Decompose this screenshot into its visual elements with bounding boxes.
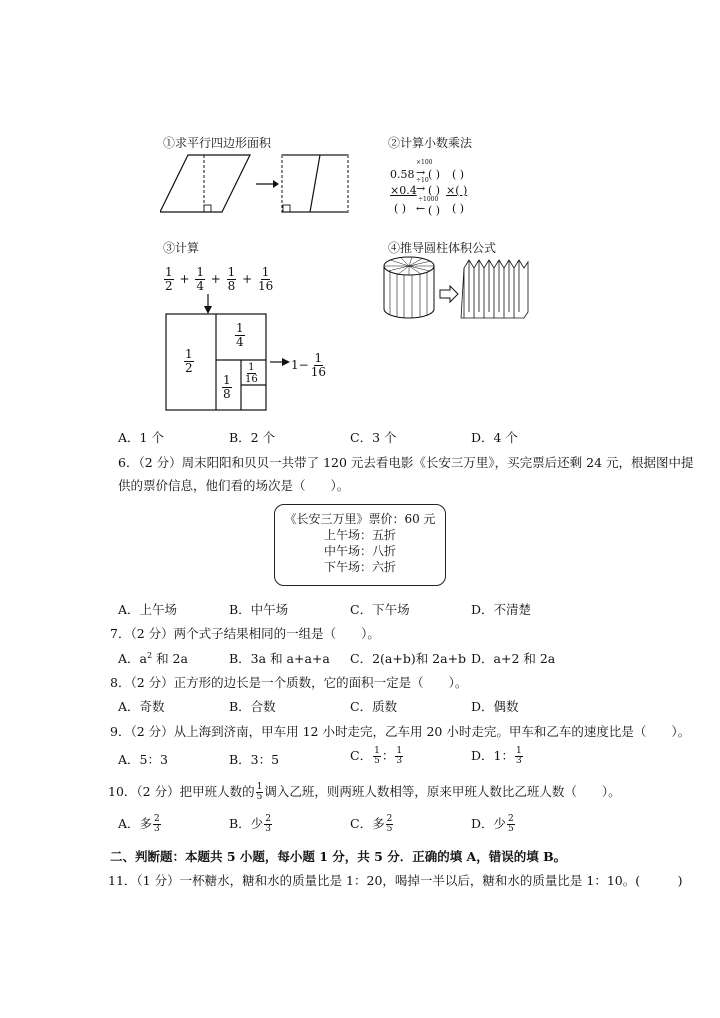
figure-1-label: ①求平行四边形面积 [163, 136, 272, 150]
fraction-sixteenth: $\frac{1}{16}$ [245, 362, 258, 385]
q10-text-pre: 10．（2 分）把甲班人数的 [108, 784, 255, 799]
q9-option-c-colon: ： [381, 748, 395, 763]
q9-option-d[interactable]: D．1： $\frac{1}{3}$ [471, 746, 522, 766]
q10-option-c-label: C．多 [350, 816, 385, 831]
ticket-morning: 上午场：五折 [323, 528, 396, 542]
one-minus-result: 1− $\frac{1}{16}$ [291, 351, 326, 379]
fraction-half: $\frac{1}{2}$ [185, 347, 193, 375]
q7-option-a-rest: 和 2a [156, 651, 188, 666]
blank-paren-1: ( ) [428, 168, 441, 181]
q5-option-d[interactable]: D．4 个 [471, 430, 518, 445]
q6-text-line-2: 供的票价信息，他们看的场次是（ ）。 [118, 478, 350, 493]
fraction-eighth: $\frac{1}{8}$ [223, 373, 231, 401]
q6-option-b[interactable]: B．中午场 [229, 602, 289, 617]
blank-paren-3: ( ) [428, 184, 441, 197]
q6-option-d[interactable]: D．不清楚 [471, 602, 532, 617]
blank-paren-5: ( ) [452, 202, 465, 215]
q5-option-b[interactable]: B．2 个 [229, 430, 276, 445]
q11-text: 11．（1 分）一杯糖水，糖和水的质量比是 1：20，喝掉一半以后，糖和水的质量比是 1：10。( ) [108, 873, 683, 888]
section-2-heading: 二、判断题：本题共 5 小题，每小题 1 分，共 5 分．正确的填 A，错误的填 B。 [110, 849, 567, 864]
q8-option-a[interactable]: A．奇数 [118, 699, 165, 714]
fraction-sum: $\frac{1}{2}$ + $\frac{1}{4}$ + $\frac{1}{8}$ + $\frac{1}{16}$ [165, 265, 274, 293]
arrow-label-3: ÷1000 [418, 196, 439, 203]
q10-option-b-label: B．少 [229, 816, 264, 831]
arrow-label-1: ×100 [416, 159, 433, 166]
parallelogram-diagram [160, 150, 360, 216]
q7-option-b[interactable]: B．3a 和 a+a+a [229, 651, 330, 666]
q10-option-a-label: A．多 [118, 816, 153, 831]
q6-text-line-1: 6．（2 分）周末阳阳和贝贝一共带了 120 元去看电影《长安三万里》，买完票后还剩 24 元，根据图中提 [118, 455, 694, 470]
decimal-multiplication-diagram [390, 158, 490, 220]
q10-option-a[interactable]: A．多 $\frac{2}{3}$ [118, 814, 160, 834]
q6-option-a[interactable]: A．上午场 [118, 602, 178, 617]
q10-option-b[interactable]: B．少 $\frac{2}{3}$ [229, 814, 271, 834]
q7-option-a-base: A．a [118, 651, 147, 666]
ticket-afternoon: 下午场：六折 [323, 560, 396, 574]
q7-text: 7．（2 分）两个式子结果相同的一组是（ ）。 [110, 626, 380, 641]
q5-option-c[interactable]: C．3 个 [350, 430, 397, 445]
figure-3-label: ③计算 [163, 241, 200, 255]
arrow-right-icon: → [416, 182, 426, 195]
decimal-row-2: ×0.4 [390, 184, 417, 197]
q10-text-post: 调入乙班，则两班人数相等，原来甲班人数比乙班人数（ ）。 [264, 784, 621, 799]
figure-4-label: ④推导圆柱体积公式 [388, 241, 497, 255]
decimal-row-3: ( ) [394, 202, 407, 215]
blank-times-paren: ×( ) [446, 184, 468, 197]
q7-option-d[interactable]: D．a+2 和 2a [471, 651, 556, 666]
figure-2-label: ②计算小数乘法 [388, 136, 473, 150]
q9-text: 9．（2 分）从上海到济南，甲车用 12 小时走完，乙车用 20 小时走完。甲车和乙车的速度比是（ ）。 [110, 724, 691, 739]
arrow-left-icon: ← [416, 202, 426, 215]
blank-paren-2: ( ) [452, 168, 465, 181]
q5-option-a[interactable]: A．1 个 [118, 430, 164, 445]
arrow-label-2: ÷10 [416, 177, 429, 184]
q9-option-c-prefix: C． [350, 748, 373, 763]
blank-paren-4: ( ) [428, 204, 441, 217]
q9-option-a[interactable]: A．5：3 [118, 752, 168, 767]
fraction-quarter: $\frac{1}{4}$ [236, 321, 244, 349]
q7-option-c[interactable]: C．2(a+b)和 2a+b [350, 651, 467, 666]
q10-option-d-label: D．少 [471, 816, 507, 831]
q9-option-d-prefix: D．1： [471, 748, 514, 763]
ticket-price-box [274, 504, 446, 586]
q8-option-d[interactable]: D．偶数 [471, 699, 519, 714]
q8-text: 8．（2 分）正方形的边长是一个质数，它的面积一定是（ ）。 [110, 675, 468, 690]
ticket-noon: 中午场：八折 [323, 544, 396, 558]
one-minus-text: 1− [291, 358, 309, 372]
q10-option-d[interactable]: D．少 $\frac{2}{5}$ [471, 814, 514, 834]
arrow-right-icon: → [416, 166, 426, 179]
q7-option-a-sup: 2 [146, 650, 153, 660]
q6-option-c[interactable]: C．下午场 [350, 602, 410, 617]
q9-option-b[interactable]: B．3：5 [229, 752, 280, 767]
cylinder-diagram [382, 254, 532, 322]
q8-option-c[interactable]: C．质数 [350, 699, 398, 714]
q8-option-b[interactable]: B．合数 [229, 699, 276, 714]
decimal-row-1: 0.58 [390, 168, 415, 181]
ticket-title: 《长安三万里》票价：60 元 [284, 512, 436, 526]
q10-option-c[interactable]: C．多 $\frac{2}{5}$ [350, 814, 393, 834]
q7-option-a[interactable] [118, 649, 188, 667]
q9-option-c[interactable]: C． $\frac{1}{5}$ ： $\frac{1}{3}$ [350, 746, 403, 766]
q10-text: 10．（2 分）把甲班人数的 $\frac{1}{5}$ 调入乙班，则两班人数相等，原来甲班人数比乙班人数（ ）。 [108, 782, 621, 802]
